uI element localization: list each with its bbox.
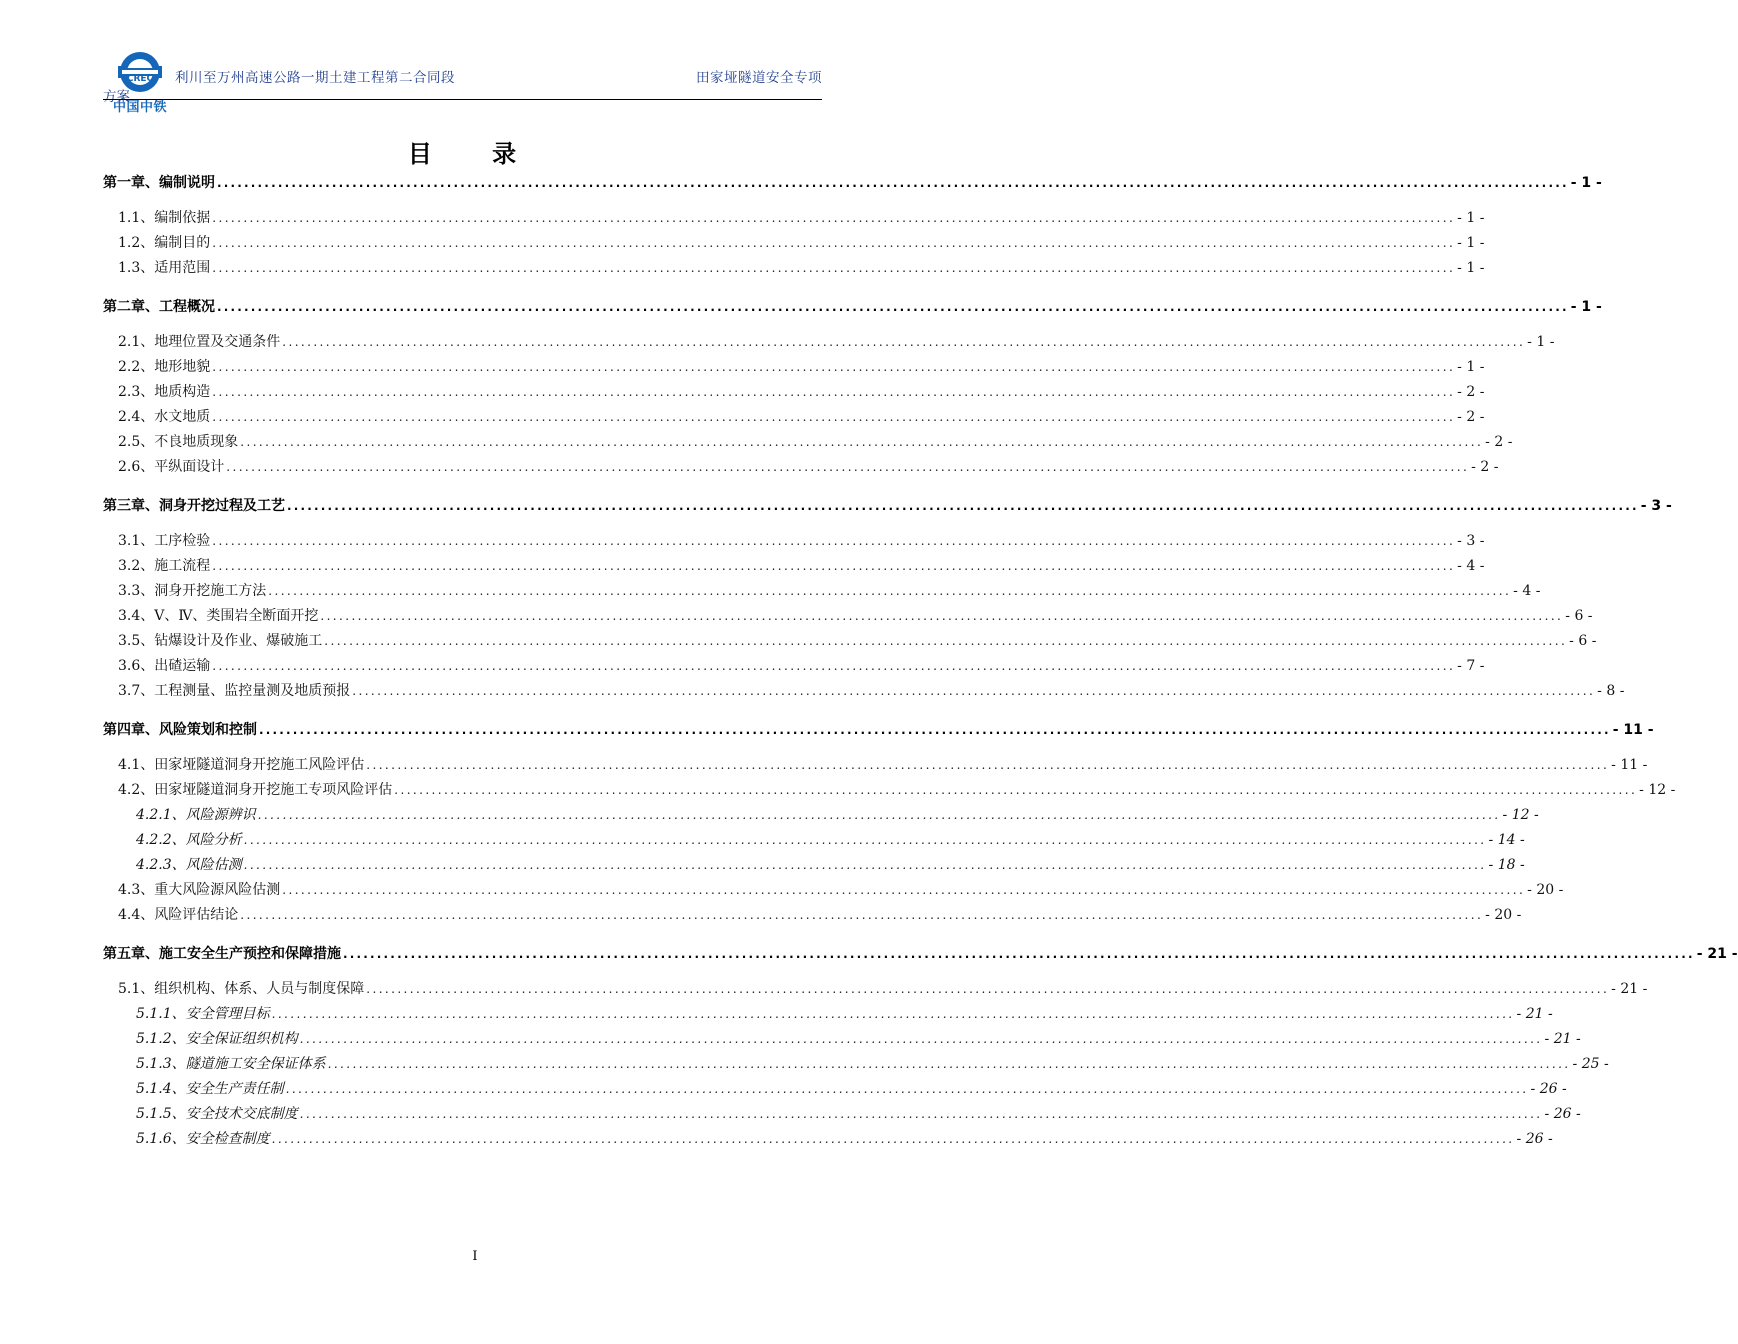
toc-entry-label: 5.1.6、安全检查制度 xyxy=(136,1131,270,1147)
toc-subsection-entry[interactable] xyxy=(136,1128,1553,1148)
toc-leader-dots: ........................................................................................................................................................................................................ xyxy=(282,883,1526,897)
toc-entry-label: 5.1.3、隧道施工安全保证体系 xyxy=(136,1056,326,1072)
toc-leader-dots: ........................................................................................................................................................................................................ xyxy=(394,783,1638,797)
toc-chapter-entry[interactable] xyxy=(103,943,1738,963)
toc-title: 目 录 xyxy=(407,140,543,168)
toc-section-entry[interactable] xyxy=(118,232,1485,252)
toc-leader-dots: ........................................................................................................................................................................................................ xyxy=(271,1132,1515,1146)
toc-section-entry[interactable] xyxy=(118,879,1564,899)
toc-leader-dots: ........................................................................................................................................................................................................ xyxy=(240,435,1484,449)
toc-section-entry[interactable] xyxy=(118,605,1593,625)
toc-entry-page: - 3 - xyxy=(1640,498,1672,514)
toc-entry-page: - 26 - xyxy=(1530,1081,1567,1097)
svg-text:CREC: CREC xyxy=(126,74,154,84)
toc-entry-page: - 26 - xyxy=(1516,1131,1553,1147)
toc-leader-dots: ........................................................................................................................................................................................................ xyxy=(271,1007,1515,1021)
toc-entry-label: 1.3、适用范围 xyxy=(118,260,211,276)
toc-entry-page: - 12 - xyxy=(1502,807,1539,823)
toc-leader-dots: ........................................................................................................................................................................................................ xyxy=(352,684,1596,698)
toc-entry-label: 4.2.3、风险估测 xyxy=(136,857,242,873)
toc-leader-dots: ........................................................................................................................................................................................................ xyxy=(212,236,1456,250)
toc-entry-page: - 2 - xyxy=(1471,459,1499,475)
toc-entry-label: 3.7、工程测量、监控量测及地质预报 xyxy=(118,683,351,699)
toc-section-entry[interactable] xyxy=(118,555,1485,575)
toc-leader-dots: ........................................................................................................................................................................................................ xyxy=(366,982,1610,996)
toc-chapter-entry[interactable] xyxy=(103,719,1654,739)
toc-entry-page: - 21 - xyxy=(1544,1031,1581,1047)
toc-entry-label: 4.4、风险评估结论 xyxy=(118,907,239,923)
toc-subsection-entry[interactable] xyxy=(136,1103,1581,1123)
toc-section-entry[interactable] xyxy=(118,331,1555,351)
toc-entry-page: - 1 - xyxy=(1457,359,1485,375)
toc-subsection-entry[interactable] xyxy=(136,1003,1553,1023)
toc-entry-label: 5.1.4、安全生产责任制 xyxy=(136,1081,284,1097)
toc-entry-page: - 6 - xyxy=(1565,608,1593,624)
toc-entry-label: 4.1、田家垭隧道洞身开挖施工风险评估 xyxy=(118,757,365,773)
toc-section-entry[interactable] xyxy=(118,580,1541,600)
toc-section-entry[interactable] xyxy=(118,406,1485,426)
toc-subsection-entry[interactable] xyxy=(136,804,1539,824)
toc-chapter-entry[interactable] xyxy=(103,172,1602,192)
toc-section-entry[interactable] xyxy=(118,381,1485,401)
toc-entry-page: - 1 - xyxy=(1457,235,1485,251)
toc-section-entry[interactable] xyxy=(118,754,1648,774)
toc-entry-page: - 2 - xyxy=(1485,434,1513,450)
toc-chapter-entry[interactable] xyxy=(103,495,1672,515)
toc-leader-dots: ........................................................................................................................................................................................................ xyxy=(243,833,1487,847)
toc-entry-page: - 11 - xyxy=(1612,722,1654,738)
toc-leader-dots: ........................................................................................................................................................................................................ xyxy=(217,300,1569,314)
toc-entry-label: 4.3、重大风险源风险估测 xyxy=(118,882,281,898)
toc-entry-page: - 20 - xyxy=(1527,882,1564,898)
toc-entry-page: - 11 - xyxy=(1611,757,1648,773)
toc-entry-page: - 26 - xyxy=(1544,1106,1581,1122)
toc-entry-label: 3.1、工序检验 xyxy=(118,533,211,549)
toc-leader-dots: ........................................................................................................................................................................................................ xyxy=(327,1057,1571,1071)
header-document-title-wrap: 方案 xyxy=(103,89,130,105)
toc-entry-label: 第一章、编制说明 xyxy=(103,175,215,191)
toc-section-entry[interactable] xyxy=(118,530,1485,550)
toc-subsection-entry[interactable] xyxy=(136,1078,1567,1098)
toc-leader-dots: ........................................................................................................................................................................................................ xyxy=(320,609,1564,623)
toc-entry-page: - 14 - xyxy=(1488,832,1525,848)
toc-leader-dots: ........................................................................................................................................................................................................ xyxy=(212,211,1456,225)
toc-entry-page: - 25 - xyxy=(1572,1056,1609,1072)
toc-entry-page: - 21 - xyxy=(1611,981,1648,997)
toc-entry-label: 5.1、组织机构、体系、人员与制度保障 xyxy=(118,981,365,997)
toc-section-entry[interactable] xyxy=(118,655,1485,675)
header-project-title: 利川至万州高速公路一期土建工程第二合同段 xyxy=(175,70,455,86)
toc-entry-label: 2.1、地理位置及交通条件 xyxy=(118,334,281,350)
toc-entry-label: 5.1.1、安全管理目标 xyxy=(136,1006,270,1022)
toc-subsection-entry[interactable] xyxy=(136,1053,1609,1073)
toc-entry-page: - 18 - xyxy=(1488,857,1525,873)
toc-entry-label: 4.2.2、风险分析 xyxy=(136,832,242,848)
toc-entry-label: 第四章、风险策划和控制 xyxy=(103,722,257,738)
toc-entry-page: - 1 - xyxy=(1527,334,1555,350)
toc-section-entry[interactable] xyxy=(118,978,1648,998)
toc-section-entry[interactable] xyxy=(118,257,1485,277)
toc-entry-page: - 1 - xyxy=(1457,210,1485,226)
toc-leader-dots: ........................................................................................................................................................................................................ xyxy=(257,808,1501,822)
toc-entry-page: - 1 - xyxy=(1457,260,1485,276)
toc-entry-page: - 6 - xyxy=(1569,633,1597,649)
toc-section-entry[interactable] xyxy=(118,680,1625,700)
toc-entry-label: 2.3、地质构造 xyxy=(118,384,211,400)
toc-entry-label: 3.2、施工流程 xyxy=(118,558,211,574)
toc-entry-label: 5.1.5、安全技术交底制度 xyxy=(136,1106,298,1122)
page-number: I xyxy=(472,1249,478,1264)
toc-entry-label: 5.1.2、安全保证组织机构 xyxy=(136,1031,298,1047)
toc-section-entry[interactable] xyxy=(118,431,1513,451)
toc-entry-label: 2.5、不良地质现象 xyxy=(118,434,239,450)
header-divider xyxy=(103,99,822,100)
toc-entry-page: - 8 - xyxy=(1597,683,1625,699)
toc-leader-dots: ........................................................................................................................................................................................................ xyxy=(212,385,1456,399)
toc-leader-dots: ........................................................................................................................................................................................................ xyxy=(212,659,1456,673)
toc-entry-page: - 3 - xyxy=(1457,533,1485,549)
toc-entry-label: 3.3、洞身开挖施工方法 xyxy=(118,583,267,599)
toc-leader-dots: ........................................................................................................................................................................................................ xyxy=(217,176,1569,190)
toc-entry-page: - 2 - xyxy=(1457,384,1485,400)
toc-leader-dots: ........................................................................................................................................................................................................ xyxy=(299,1107,1543,1121)
toc-entry-page: - 20 - xyxy=(1485,907,1522,923)
toc-entry-page: - 7 - xyxy=(1457,658,1485,674)
toc-entry-page: - 1 - xyxy=(1570,175,1602,191)
toc-entry-page: - 21 - xyxy=(1696,946,1738,962)
toc-leader-dots: ........................................................................................................................................................................................................ xyxy=(259,723,1611,737)
toc-entry-label: 4.2、田家垭隧道洞身开挖施工专项风险评估 xyxy=(118,782,393,798)
toc-section-entry[interactable] xyxy=(118,630,1597,650)
toc-leader-dots: ........................................................................................................................................................................................................ xyxy=(243,858,1487,872)
toc-leader-dots: ........................................................................................................................................................................................................ xyxy=(212,360,1456,374)
toc-leader-dots: ........................................................................................................................................................................................................ xyxy=(287,499,1639,513)
toc-entry-label: 第五章、施工安全生产预控和保障措施 xyxy=(103,946,341,962)
toc-subsection-entry[interactable] xyxy=(136,854,1525,874)
toc-section-entry[interactable] xyxy=(118,207,1485,227)
toc-entry-label: 第二章、工程概况 xyxy=(103,299,215,315)
toc-leader-dots: ........................................................................................................................................................................................................ xyxy=(226,460,1470,474)
toc-entry-page: - 21 - xyxy=(1516,1006,1553,1022)
toc-leader-dots: ........................................................................................................................................................................................................ xyxy=(268,584,1512,598)
toc-entry-page: - 4 - xyxy=(1457,558,1485,574)
toc-subsection-entry[interactable] xyxy=(136,829,1525,849)
toc-leader-dots: ........................................................................................................................................................................................................ xyxy=(299,1032,1543,1046)
toc-leader-dots: ........................................................................................................................................................................................................ xyxy=(282,335,1526,349)
toc-entry-label: 2.6、平纵面设计 xyxy=(118,459,225,475)
toc-section-entry[interactable] xyxy=(118,356,1485,376)
toc-leader-dots: ........................................................................................................................................................................................................ xyxy=(366,758,1610,772)
toc-entry-label: 3.5、钻爆设计及作业、爆破施工 xyxy=(118,633,323,649)
toc-entry-label: 1.1、编制依据 xyxy=(118,210,211,226)
toc-entry-label: 3.4、Ⅴ、Ⅳ、类围岩全断面开挖 xyxy=(118,608,319,624)
toc-entry-page: - 12 - xyxy=(1639,782,1676,798)
toc-leader-dots: ........................................................................................................................................................................................................ xyxy=(285,1082,1529,1096)
toc-subsection-entry[interactable] xyxy=(136,1028,1581,1048)
toc-leader-dots: ........................................................................................................................................................................................................ xyxy=(212,410,1456,424)
toc-entry-label: 2.2、地形地貌 xyxy=(118,359,211,375)
toc-entry-page: - 4 - xyxy=(1513,583,1541,599)
toc-leader-dots: ........................................................................................................................................................................................................ xyxy=(324,634,1568,648)
toc-entry-page: - 1 - xyxy=(1570,299,1602,315)
toc-chapter-entry[interactable] xyxy=(103,296,1602,316)
logo-text: 中国中铁 xyxy=(113,100,168,115)
toc-leader-dots: ........................................................................................................................................................................................................ xyxy=(343,947,1695,961)
toc-entry-label: 1.2、编制目的 xyxy=(118,235,211,251)
toc-section-entry[interactable] xyxy=(118,904,1522,924)
toc-entry-label: 2.4、水文地质 xyxy=(118,409,211,425)
toc-leader-dots: ........................................................................................................................................................................................................ xyxy=(212,261,1456,275)
toc-entry-label: 3.6、出碴运输 xyxy=(118,658,211,674)
header-document-title: 田家垭隧道安全专项 xyxy=(696,70,822,86)
toc-leader-dots: ........................................................................................................................................................................................................ xyxy=(212,534,1456,548)
toc-entry-page: - 2 - xyxy=(1457,409,1485,425)
toc-section-entry[interactable] xyxy=(118,779,1676,799)
toc-leader-dots: ........................................................................................................................................................................................................ xyxy=(212,559,1456,573)
toc-section-entry[interactable] xyxy=(118,456,1499,476)
toc-entry-label: 4.2.1、风险源辨识 xyxy=(136,807,256,823)
toc-leader-dots: ........................................................................................................................................................................................................ xyxy=(240,908,1484,922)
toc-entry-label: 第三章、洞身开挖过程及工艺 xyxy=(103,498,285,514)
